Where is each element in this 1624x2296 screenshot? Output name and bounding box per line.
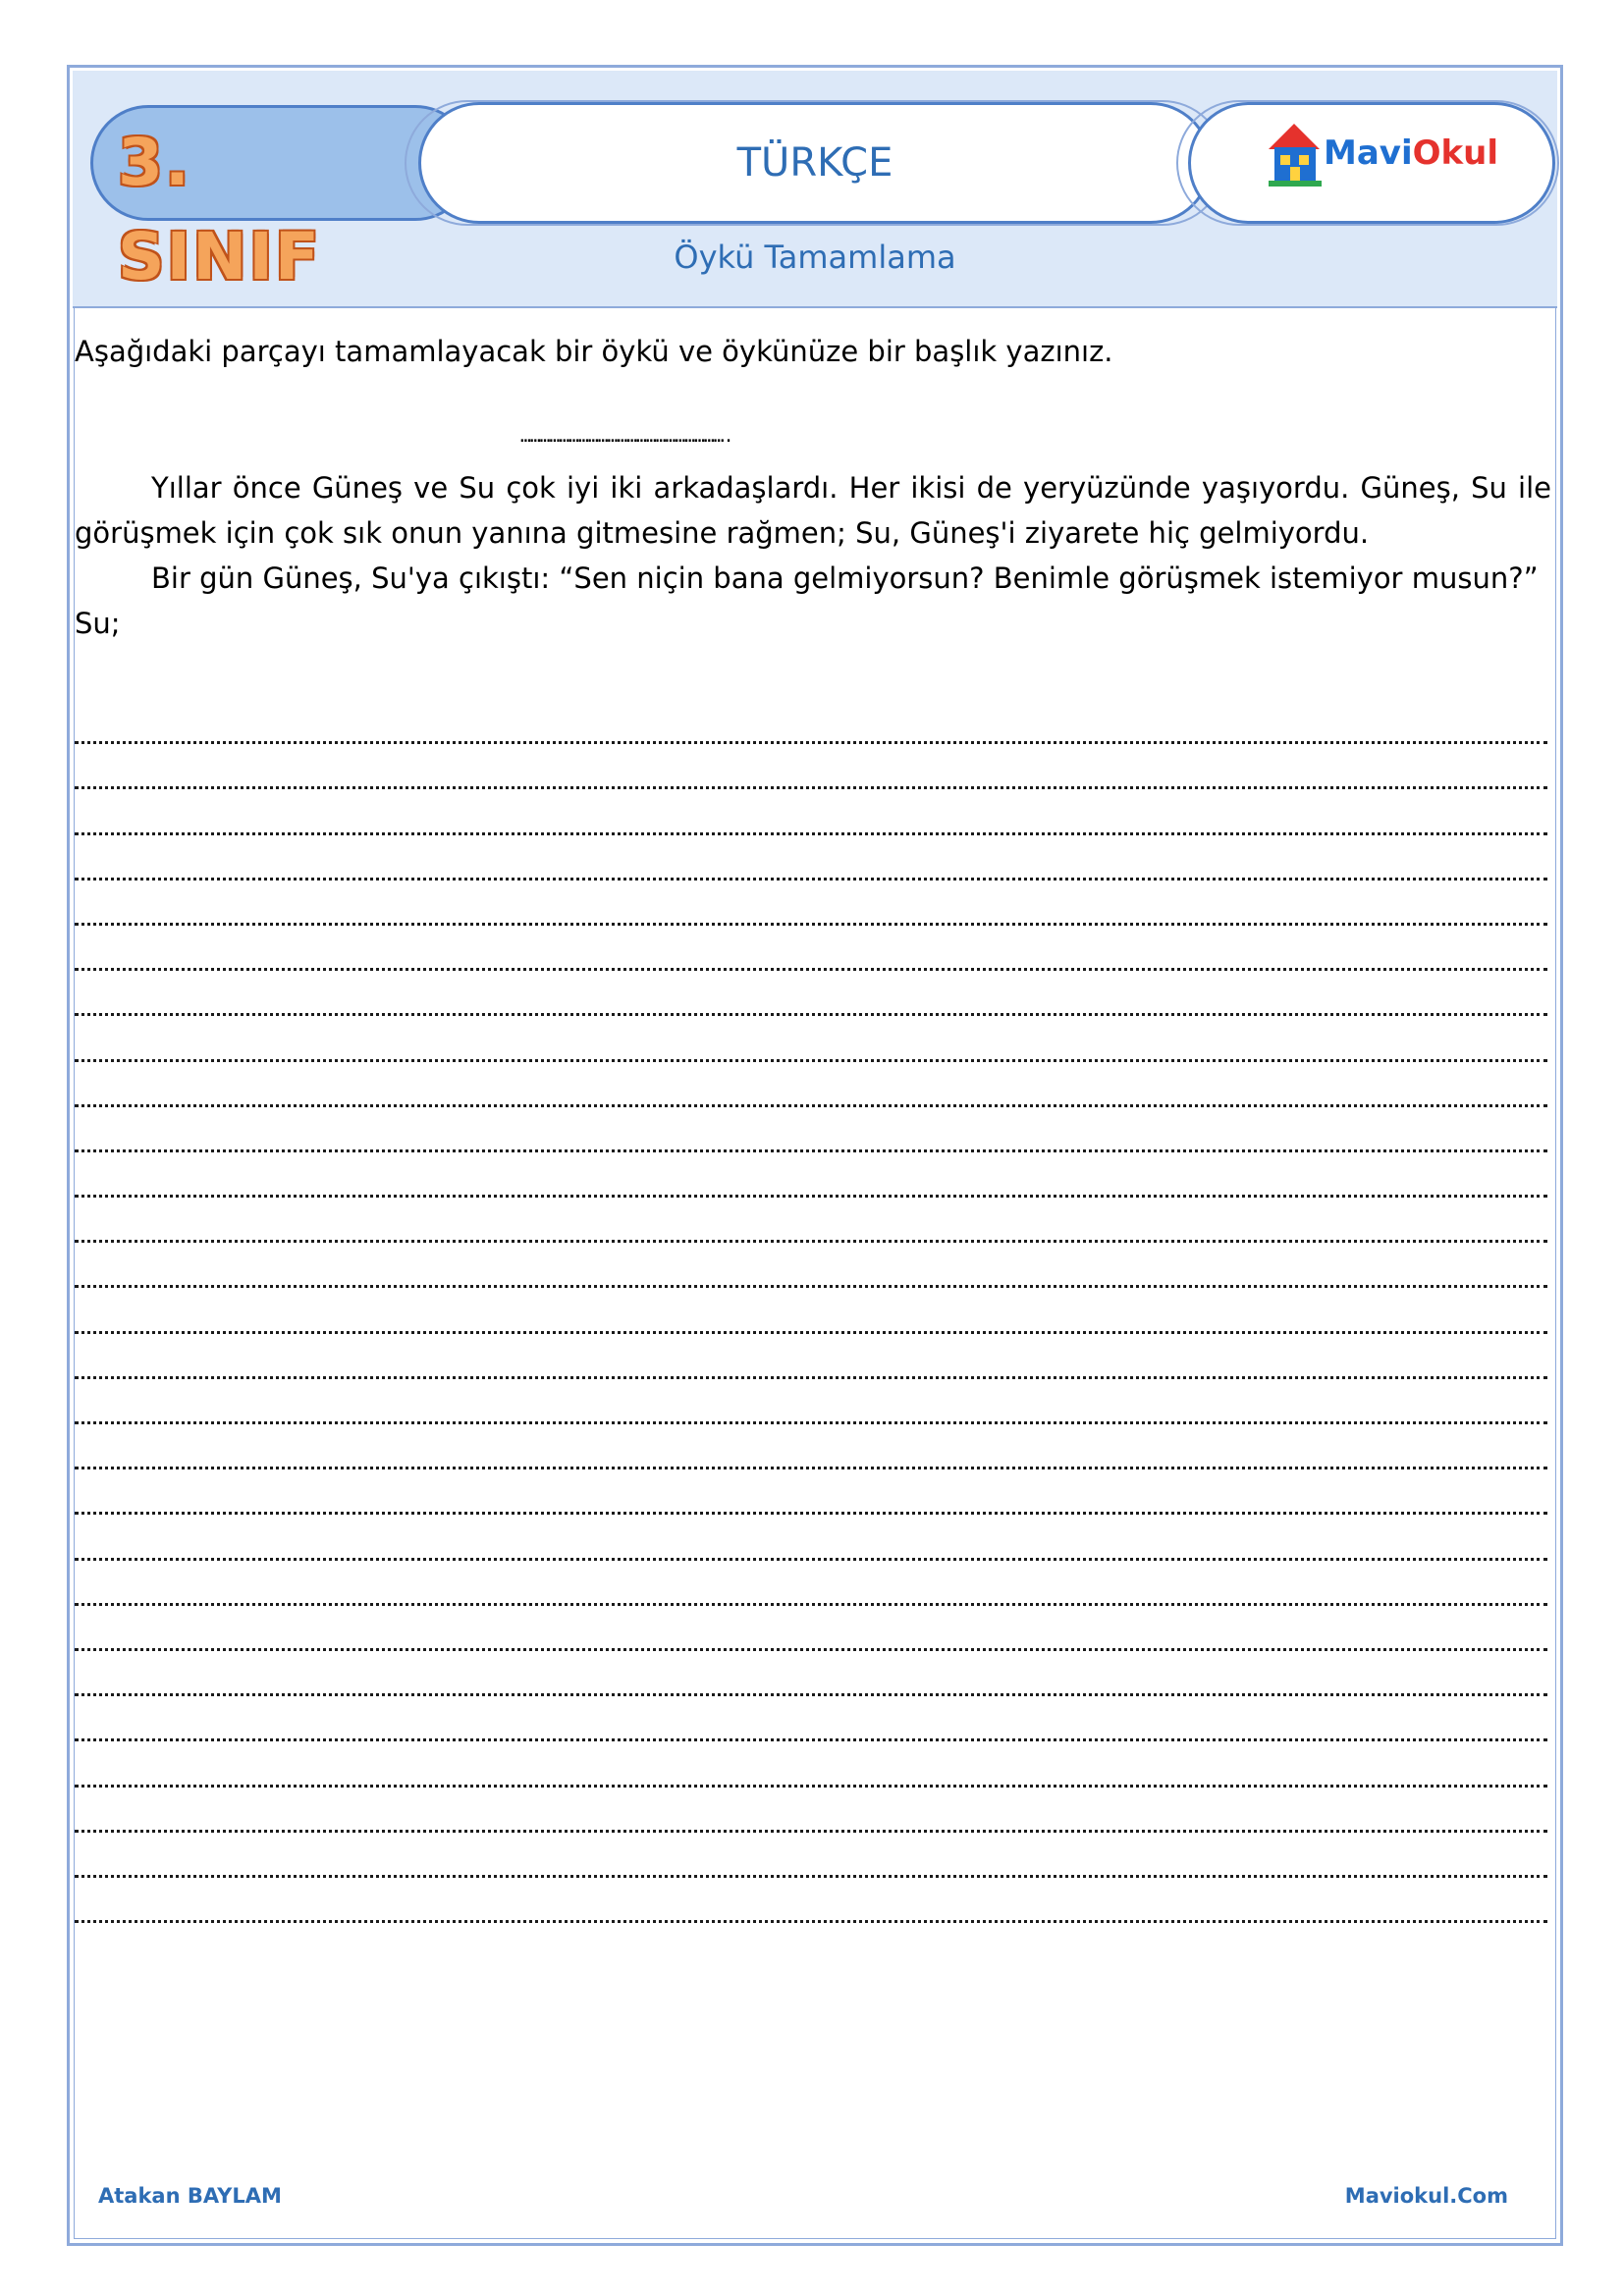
story-paragraph: Bir gün Güneş, Su'ya çıkıştı: “Sen niçin bana gelmiyorsun? Benimle görüşmek istemiyor musun?” [151,561,1539,595]
logo-word-okul: Okul [1412,133,1498,173]
writing-line[interactable] [75,789,1547,834]
writing-line[interactable] [75,971,1547,1016]
story-paragraph: Yıllar önce Güneş ve Su çok iyi iki arkadaşlardı. Her ikisi de yeryüzünde yaşıyordu. Güneş, Su ile görüşmek için çok sık onun yanına gitmesine rağmen; Su, Güneş'i ziyarete hiç gelmiyordu. [75,471,1551,550]
writing-line[interactable] [75,699,1547,744]
writing-line[interactable] [75,1198,1547,1243]
writing-line[interactable] [75,1152,1547,1198]
footer-site: Maviokul.Com [1344,2184,1508,2208]
writing-line[interactable] [75,1424,1547,1469]
writing-line[interactable] [75,835,1547,881]
logo-word-mavi: Mavi [1324,133,1413,173]
writing-line[interactable] [75,1878,1547,1923]
writing-line[interactable] [75,1062,1547,1107]
logo-wordmark [1324,124,1498,183]
story-text [75,465,1551,646]
writing-line[interactable] [75,1379,1547,1424]
writing-area[interactable] [75,699,1547,1923]
writing-line[interactable] [75,1469,1547,1515]
story-title-blank[interactable]: ………………………………………………………. [520,426,733,447]
subject-title: TÜRKÇE [736,140,893,186]
footer-author: Atakan BAYLAM [98,2184,282,2208]
story-paragraph: Su; [75,607,121,640]
writing-line[interactable] [75,1606,1547,1651]
writing-line[interactable] [75,1833,1547,1878]
grade-label: 3. SINIF [118,125,321,294]
writing-line[interactable] [75,1107,1547,1152]
writing-line[interactable] [75,926,1547,971]
house-icon [1269,124,1322,187]
writing-line[interactable] [75,1788,1547,1833]
writing-line[interactable] [75,1696,1547,1741]
writing-line[interactable] [75,1243,1547,1288]
writing-line[interactable] [75,1016,1547,1061]
writing-line[interactable] [75,1561,1547,1606]
writing-line[interactable] [75,1651,1547,1696]
writing-line[interactable] [75,1741,1547,1787]
writing-line[interactable] [75,881,1547,926]
writing-line[interactable] [75,1515,1547,1560]
instruction-text: Aşağıdaki parçayı tamamlayacak bir öykü ve öykünüze bir başlık yazınız. [75,335,1113,368]
writing-line[interactable] [75,1288,1547,1333]
writing-line[interactable] [75,1334,1547,1379]
writing-line[interactable] [75,744,1547,789]
topic-title: Öykü Tamamlama [674,239,956,276]
